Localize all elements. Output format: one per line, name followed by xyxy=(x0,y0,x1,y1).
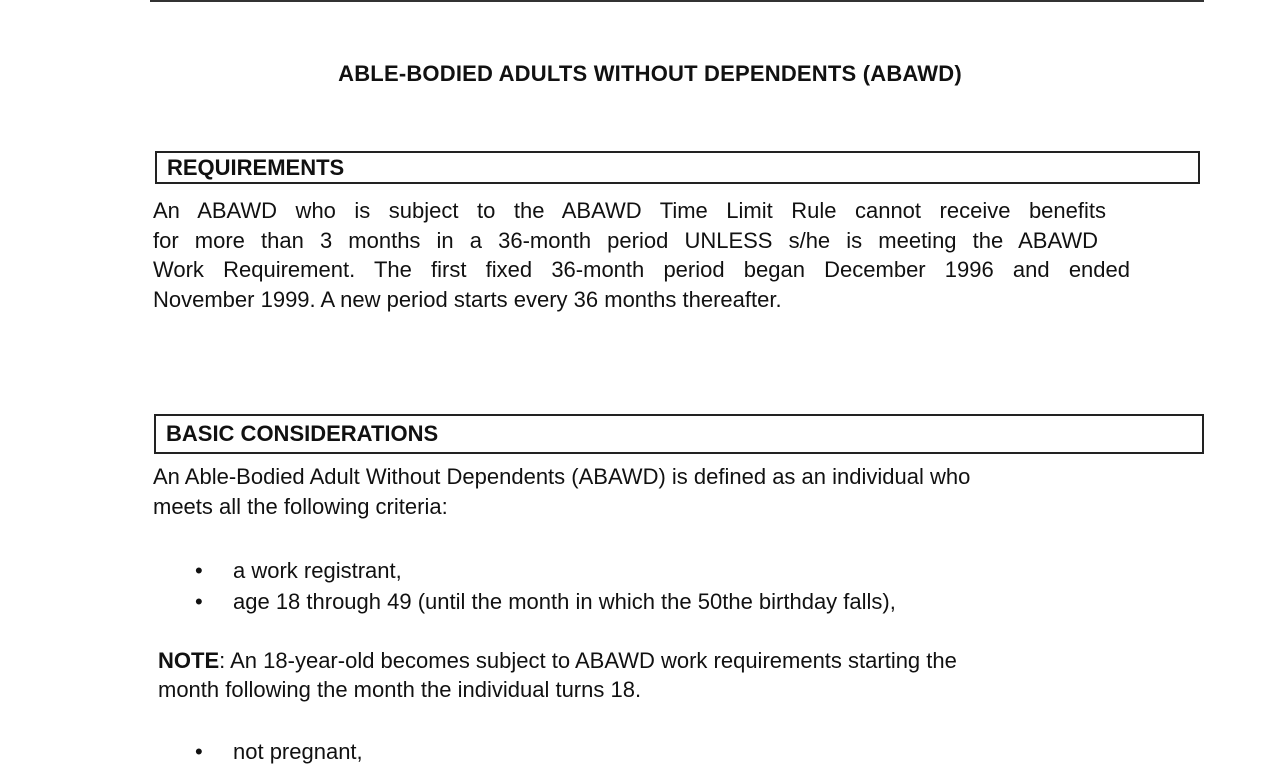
bullet-icon: • xyxy=(195,558,203,583)
bullet-icon: • xyxy=(195,739,203,764)
note-text: : An 18-year-old becomes subject to ABAWD work requirements starting the xyxy=(219,648,957,673)
requirements-line: Work Requirement. The first fixed 36-month period began December 1996 and ended xyxy=(153,257,1130,282)
list-item-text: age 18 through 49 (until the month in which the 50the birthday falls), xyxy=(233,589,896,614)
basic-considerations-intro xyxy=(153,462,970,521)
top-rule xyxy=(150,0,1204,2)
requirements-heading: REQUIREMENTS xyxy=(155,151,1200,184)
intro-line: An Able-Bodied Adult Without Dependents (ABAWD) is defined as an individual who xyxy=(153,464,971,489)
document-title: ABLE-BODIED ADULTS WITHOUT DEPENDENTS (ABAWD) xyxy=(338,61,962,86)
list-item-text: not pregnant, xyxy=(233,739,363,764)
requirements-line: November 1999. A new period starts every 36 months thereafter. xyxy=(153,286,782,312)
note-paragraph xyxy=(158,646,957,704)
basic-considerations-heading: BASIC CONSIDERATIONS xyxy=(154,414,1204,454)
intro-line: meets all the following criteria: xyxy=(153,493,448,519)
criteria-list xyxy=(195,555,896,617)
list-item xyxy=(195,586,896,617)
list-item xyxy=(195,736,363,767)
criteria-list-continued xyxy=(195,736,363,767)
list-item-text: a work registrant, xyxy=(233,558,402,583)
list-item xyxy=(195,555,896,586)
requirements-paragraph xyxy=(153,196,1130,314)
note-line: month following the month the individual turns 18. xyxy=(158,677,642,702)
requirements-line: for more than 3 months in a 36-month period UNLESS s/he is meeting the ABAWD xyxy=(153,227,1098,253)
requirements-line: An ABAWD who is subject to the ABAWD Time Limit Rule cannot receive benefits xyxy=(153,198,1106,223)
bullet-icon: • xyxy=(195,589,203,614)
note-label: NOTE xyxy=(158,648,220,673)
note-line xyxy=(158,646,957,675)
